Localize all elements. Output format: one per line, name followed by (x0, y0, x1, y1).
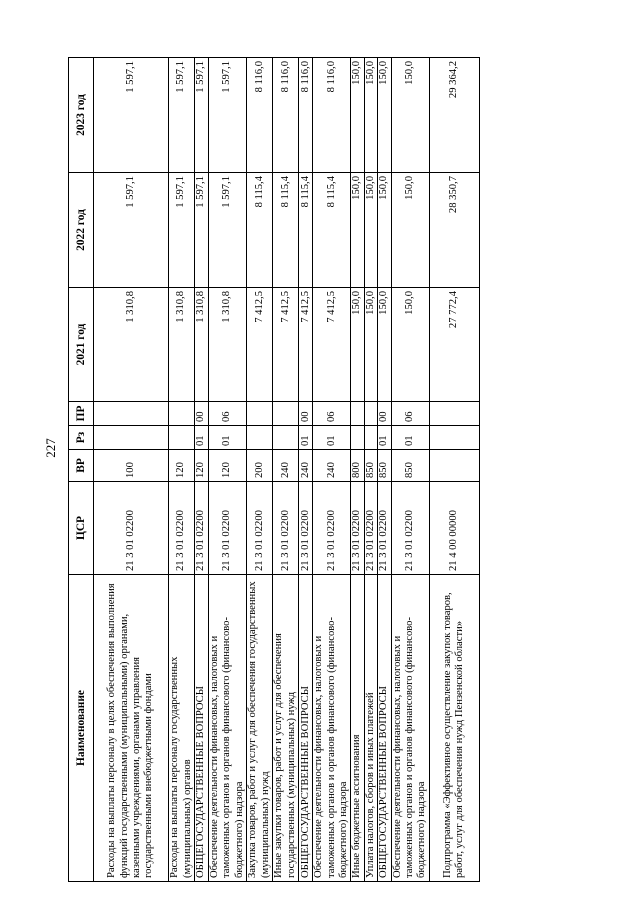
row-2023: 1 597,1 (94, 58, 169, 173)
row-2023: 150,0 (378, 58, 391, 173)
row-2023: 150,0 (391, 58, 429, 173)
row-csr: 21 3 01 02200 (313, 482, 351, 575)
table-header-row (69, 58, 94, 882)
row-2021: 7 412,5 (273, 288, 299, 402)
row-2021: 7 412,5 (247, 288, 273, 402)
table-row (195, 58, 209, 882)
table-row (351, 58, 364, 882)
row-rz (169, 426, 195, 450)
row-pr: 06 (313, 402, 351, 426)
row-2021: 150,0 (391, 288, 429, 402)
row-vr: 800 (351, 450, 364, 482)
row-2023: 1 597,1 (209, 58, 247, 173)
table-row (247, 58, 273, 882)
row-2021: 1 310,8 (169, 288, 195, 402)
header-csr: ЦСР (69, 482, 94, 575)
row-pr: 00 (299, 402, 313, 426)
row-rz (247, 426, 273, 450)
header-2022: 2022 год (69, 173, 94, 288)
row-vr: 240 (299, 450, 313, 482)
table-row (299, 58, 313, 882)
row-rz (351, 426, 364, 450)
row-2021: 7 412,5 (299, 288, 313, 402)
row-name: Расходы на выплаты персоналу в целях обеспечения выполнения функций государственными (муниципальными) органами, казенными учреждениями, органами управления государственными внебюджетными фондами (94, 575, 169, 882)
row-name: Иные закупки товаров, работ и услуг для обеспечения государственных (муниципальных) нужд (273, 575, 299, 882)
row-csr: 21 3 01 02200 (169, 482, 195, 575)
row-pr: 06 (391, 402, 429, 426)
row-2022: 28 350,7 (429, 173, 479, 288)
row-rz: 01 (313, 426, 351, 450)
row-2022: 8 115,4 (273, 173, 299, 288)
table-row (429, 58, 479, 882)
row-csr: 21 3 01 02200 (391, 482, 429, 575)
row-2023: 1 597,1 (195, 58, 209, 173)
row-rz: 01 (391, 426, 429, 450)
row-rz: 01 (195, 426, 209, 450)
row-name: Уплата налогов, сборов и иных платежей (364, 575, 377, 882)
row-vr: 240 (313, 450, 351, 482)
row-2023: 1 597,1 (169, 58, 195, 173)
table-row (391, 58, 429, 882)
header-pr: ПР (69, 402, 94, 426)
row-csr: 21 3 01 02200 (247, 482, 273, 575)
row-csr: 21 3 01 02200 (94, 482, 169, 575)
row-2021: 150,0 (364, 288, 377, 402)
row-vr (429, 450, 479, 482)
row-pr (364, 402, 377, 426)
row-2022: 150,0 (391, 173, 429, 288)
table-row (378, 58, 391, 882)
row-csr: 21 3 01 02200 (378, 482, 391, 575)
table-row (273, 58, 299, 882)
row-name: ОБЩЕГОСУДАРСТВЕННЫЕ ВОПРОСЫ (195, 575, 209, 882)
row-2022: 1 597,1 (169, 173, 195, 288)
header-name: Наименование (69, 575, 94, 882)
row-2022: 1 597,1 (209, 173, 247, 288)
row-vr: 120 (209, 450, 247, 482)
row-pr (273, 402, 299, 426)
row-2022: 150,0 (378, 173, 391, 288)
row-2021: 27 772,4 (429, 288, 479, 402)
row-pr (247, 402, 273, 426)
header-vr: ВР (69, 450, 94, 482)
row-name: Иные бюджетные ассигнования (351, 575, 364, 882)
row-2023: 8 116,0 (299, 58, 313, 173)
row-csr: 21 3 01 02200 (364, 482, 377, 575)
row-2022: 150,0 (351, 173, 364, 288)
row-pr: 06 (209, 402, 247, 426)
row-csr: 21 3 01 02200 (273, 482, 299, 575)
row-rz: 01 (299, 426, 313, 450)
row-vr: 120 (169, 450, 195, 482)
row-rz (273, 426, 299, 450)
row-name: Обеспечение деятельности финансовых, налоговых и таможенных органов и органов финансового (финансово-бюджетного) надзора (391, 575, 429, 882)
table-row (209, 58, 247, 882)
table-row (94, 58, 169, 882)
row-name: Закупка товаров, работ и услуг для обеспечения государственных (муниципальных) нужд (247, 575, 273, 882)
header-2021: 2021 год (69, 288, 94, 402)
row-pr (94, 402, 169, 426)
row-vr: 100 (94, 450, 169, 482)
row-2023: 150,0 (351, 58, 364, 173)
table-row (313, 58, 351, 882)
row-pr (169, 402, 195, 426)
header-2023: 2023 год (69, 58, 94, 173)
row-2023: 8 116,0 (313, 58, 351, 173)
row-2022: 8 115,4 (313, 173, 351, 288)
row-pr: 00 (378, 402, 391, 426)
row-name: Обеспечение деятельности финансовых, налоговых и таможенных органов и органов финансового (финансово-бюджетного) надзора (209, 575, 247, 882)
row-2022: 150,0 (364, 173, 377, 288)
row-pr (351, 402, 364, 426)
row-csr: 21 3 01 02200 (195, 482, 209, 575)
row-2022: 1 597,1 (94, 173, 169, 288)
row-2021: 1 310,8 (209, 288, 247, 402)
row-name: Подпрограмма «Эффективное осуществление закупок товаров, работ, услуг для обеспечения нужд Пензенской области» (429, 575, 479, 882)
row-name: ОБЩЕГОСУДАРСТВЕННЫЕ ВОПРОСЫ (299, 575, 313, 882)
row-rz (364, 426, 377, 450)
row-csr: 21 3 01 02200 (351, 482, 364, 575)
row-2021: 150,0 (351, 288, 364, 402)
row-vr: 850 (391, 450, 429, 482)
row-2023: 8 116,0 (247, 58, 273, 173)
row-csr: 21 3 01 02200 (299, 482, 313, 575)
row-rz: 01 (209, 426, 247, 450)
row-2023: 29 364,2 (429, 58, 479, 173)
row-2021: 7 412,5 (313, 288, 351, 402)
row-csr: 21 4 00 00000 (429, 482, 479, 575)
row-pr (429, 402, 479, 426)
row-vr: 120 (195, 450, 209, 482)
row-rz (429, 426, 479, 450)
row-2021: 150,0 (378, 288, 391, 402)
header-rz: Рз (69, 426, 94, 450)
row-name: Обеспечение деятельности финансовых, налоговых и таможенных органов и органов финансового (финансово-бюджетного) надзора (313, 575, 351, 882)
row-2023: 8 116,0 (273, 58, 299, 173)
row-2022: 8 115,4 (299, 173, 313, 288)
row-vr: 200 (247, 450, 273, 482)
rotated-page (68, 58, 507, 882)
row-pr: 00 (195, 402, 209, 426)
page-number: 227 (43, 438, 58, 458)
row-2022: 1 597,1 (195, 173, 209, 288)
row-2021: 1 310,8 (94, 288, 169, 402)
budget-table (68, 57, 480, 882)
row-vr: 850 (378, 450, 391, 482)
row-2022: 8 115,4 (247, 173, 273, 288)
row-name: ОБЩЕГОСУДАРСТВЕННЫЕ ВОПРОСЫ (378, 575, 391, 882)
table-row (364, 58, 377, 882)
row-name: Расходы на выплаты персоналу государственных (муниципальных) органов (169, 575, 195, 882)
row-vr: 240 (273, 450, 299, 482)
row-vr: 850 (364, 450, 377, 482)
row-2021: 1 310,8 (195, 288, 209, 402)
row-2023: 150,0 (364, 58, 377, 173)
table-row (169, 58, 195, 882)
row-csr: 21 3 01 02200 (209, 482, 247, 575)
row-rz (94, 426, 169, 450)
row-rz: 01 (378, 426, 391, 450)
